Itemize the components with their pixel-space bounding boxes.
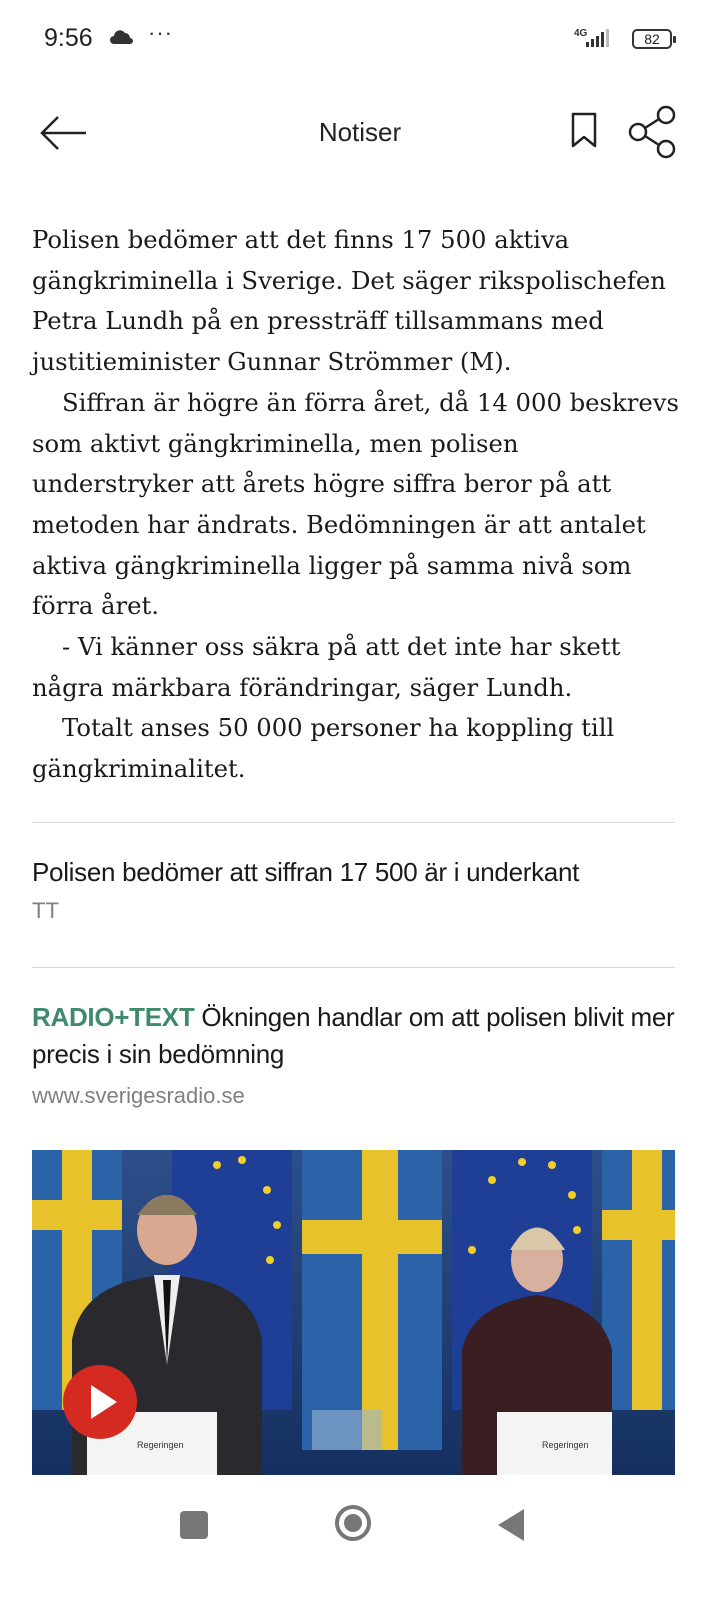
signal-icon bbox=[574, 26, 624, 50]
battery-indicator: 82 bbox=[632, 29, 672, 49]
video-thumbnail[interactable] bbox=[32, 1150, 675, 1475]
app-bar bbox=[0, 95, 720, 170]
press-conference-image bbox=[32, 1150, 675, 1475]
related-title[interactable] bbox=[32, 999, 682, 1073]
cloud-icon bbox=[110, 30, 134, 44]
recent-apps-button[interactable] bbox=[178, 1509, 210, 1541]
divider bbox=[32, 822, 675, 823]
play-icon[interactable] bbox=[63, 1365, 137, 1439]
related-title[interactable]: Polisen bedömer att siffran 17 500 är i underkant bbox=[32, 857, 580, 887]
page-title: Notiser bbox=[318, 117, 402, 147]
system-nav-bar bbox=[0, 1475, 720, 1600]
article-body bbox=[32, 220, 682, 790]
status-bar bbox=[0, 0, 720, 80]
home-button[interactable] bbox=[333, 1503, 373, 1543]
article-paragraph: - Vi känner oss säkra på att det inte har skett några märkbara förändringar, säger Lundh. bbox=[32, 632, 621, 702]
article-paragraph: Totalt anses 50 000 personer ha koppling till gängkriminalitet. bbox=[32, 713, 615, 784]
back-button[interactable] bbox=[496, 1507, 528, 1543]
podium-logo-text: Regeringen bbox=[542, 1440, 589, 1450]
podium-logo-text: Regeringen bbox=[137, 1440, 184, 1450]
share-icon[interactable] bbox=[628, 105, 678, 159]
article-paragraph: Polisen bedömer att det finns 17 500 aktiva gängkriminella i Sverige. Det säger rikspolischefen Petra Lundh på en pressträff tillsammans med justitieminister Gunnar Strömmer (M). bbox=[32, 225, 666, 377]
bookmark-icon[interactable] bbox=[570, 111, 598, 151]
network-type: 4G bbox=[574, 28, 588, 39]
radio-text-label: RADIO+TEXT bbox=[32, 1002, 195, 1032]
more-notifications-icon: ··· bbox=[148, 20, 173, 45]
status-time: 9:56 bbox=[44, 24, 93, 52]
related-source: TT bbox=[32, 898, 59, 923]
article-paragraph: Siffran är högre än förra året, då 14 000 beskrevs som aktivt gängkriminella, men polisen understryker att årets högre siffra beror på att metoden har ändrats. Bedömningen är att antalet aktiva gängkriminella ligger på samma nivå som förra året. bbox=[32, 387, 679, 621]
related-source[interactable]: www.sverigesradio.se bbox=[32, 1083, 245, 1108]
divider bbox=[32, 967, 675, 968]
related-title-text: Ökningen handlar om att polisen blivit mer precis i sin bedömning bbox=[32, 1002, 675, 1069]
